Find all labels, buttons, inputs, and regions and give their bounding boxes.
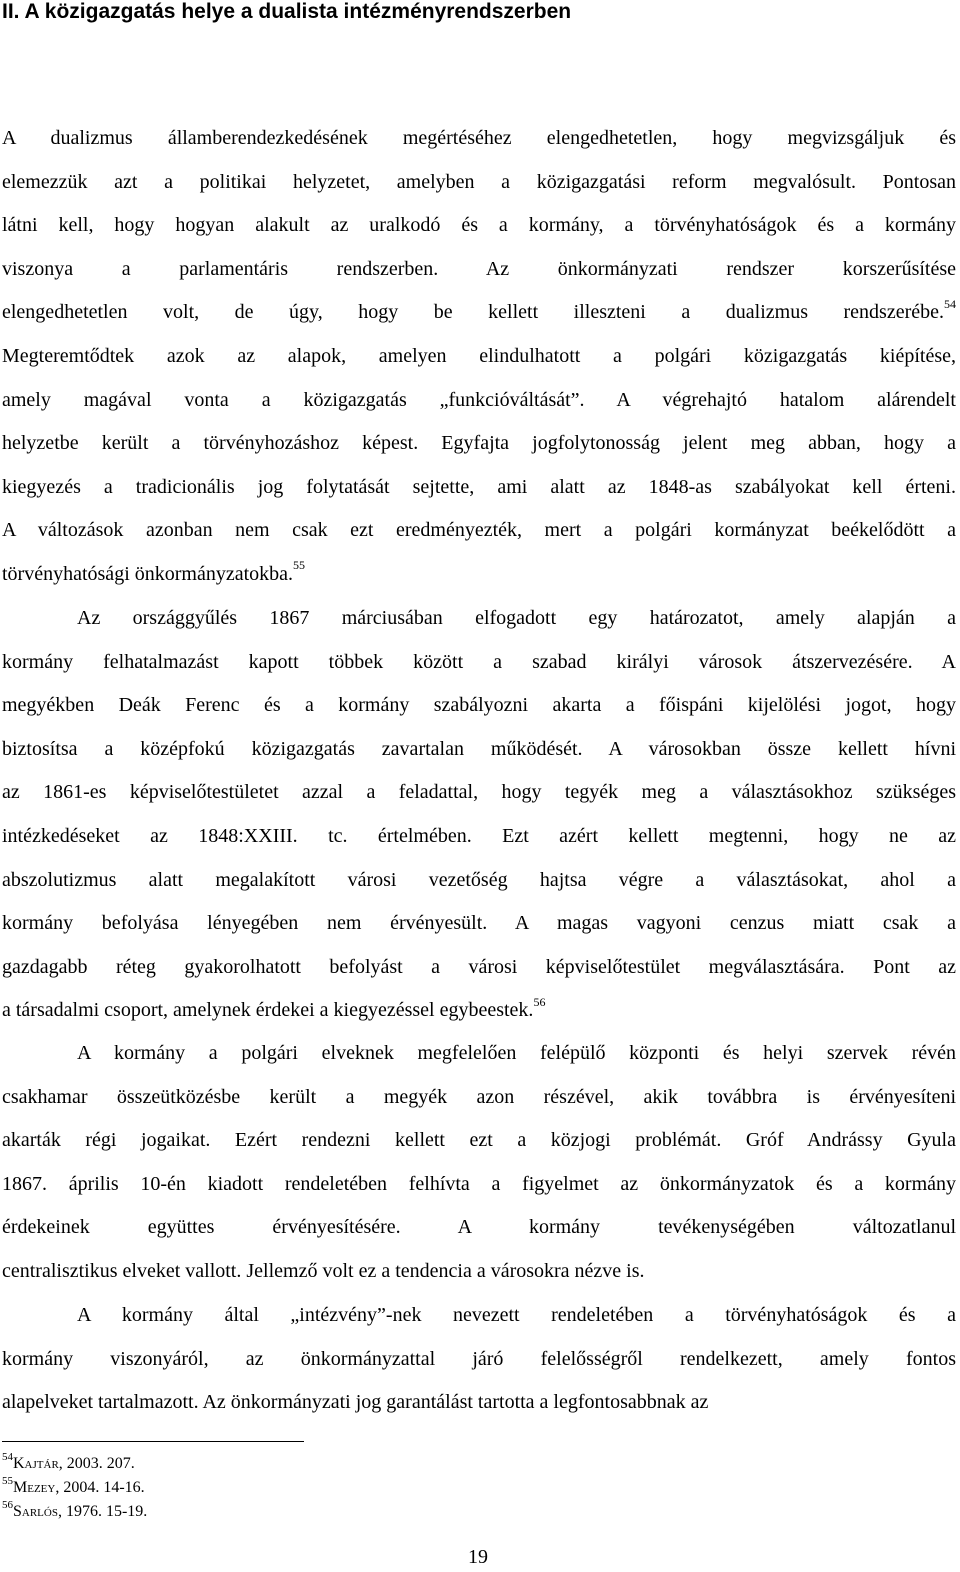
footnote-56: $^{56}$Sarlós, 1976. 15-19. [2,1498,148,1520]
text-line: gazdagabb réteg gyakorolhatott befolyást a városi képviselőtestület megválasztására. Pont az [2,955,956,978]
text-line: intézkedéseket az 1848:XXIII. tc. értelmében. Ezt azért kellett megtenni, hogy ne az [2,824,956,847]
footnote-ref[interactable]: 56 [533,994,546,1009]
footnote-55: $^{55}$Mezey, 2004. 14-16. [2,1474,145,1496]
text-line: A változások azonban nem csak ezt eredményezték, mert a polgári kormányzat beékelődött a [2,519,956,542]
text-line: alapelveket tartalmazott. Az önkormányzati jog garantálást tartotta a legfontosabbnak az [2,1391,709,1414]
paragraph-4 [2,1294,956,1425]
text-line: kormány viszonyáról, az önkormányzattal járó felelősségről rendelkezett, amely fontos [2,1347,956,1370]
text-line: megyékben Deák Ferenc és a kormány szabályozni akarta a főispáni kijelölési jogot, hogy [2,694,956,717]
text-line: törvényhatósági önkormányzatokba.$^{55}$ [2,558,306,585]
paragraph-1 [2,117,956,597]
text-line: csakhamar összeütközésbe került a megyék azon részével, akik továbbra is érvényesíteni [2,1085,956,1108]
text-line: a társadalmi csoport, amelynek érdekei a kiegyezéssel egybeestek.$^{56}$ [2,994,546,1022]
footnote-ref[interactable]: 55 [293,558,306,573]
footnotes [2,1452,147,1524]
footnote-ref[interactable]: 54 [944,296,956,311]
text-line: amely magával vonta a közigazgatás „funkcióváltását”. A végrehajtó hatalom alárendelt [2,388,956,411]
text-line: helyzetbe került a törvényhozáshoz képest. Egyfajta jogfolytonosság jelent meg abban, hogy a [2,432,956,455]
text-line: kiegyezés a tradicionális jog folytatását sejtette, ami alatt az 1848-as szabályokat kell érteni. [2,475,956,498]
text-line: centralisztikus elveket vallott. Jellemző volt ez a tendencia a városokra nézve is. [2,1259,645,1282]
text-line: Az országgyűlés 1867 márciusában elfogadott egy határozatot, amely alapján a [77,607,956,629]
text-line: A kormány által „intézvény”-nek nevezett rendeletében a törvényhatóságok és a [77,1304,956,1326]
text-line: érdekeinek együttes érvényesítésére. A kormány tevékenységében változatlanul [2,1216,956,1239]
text-line: akarták régi jogaikat. Ezért rendezni kellett ezt a közjogi problémát. Gróf Andrássy Gyula [2,1129,956,1152]
text-line: elemezzük azt a politikai helyzetet, amelyben a közigazgatási reform megvalósult. Pontosan [2,170,956,193]
text-line: látni kell, hogy hogyan alakult az uralkodó és a kormány, a törvényhatóságok és a kormány [2,214,956,237]
text-line: kormány befolyása lényegében nem érvényesült. A magas vagyoni cenzus miatt csak a [2,912,956,935]
text-line: kormány felhatalmazást kapott többek között a szabad királyi városok átszervezésére. A [2,650,956,673]
text-line: az 1861-es képviselőtestületet azzal a feladattal, hogy tegyék meg a választásokhoz szükséges [2,781,956,804]
paragraph-2 [2,597,956,1033]
text-line: biztosítsa a középfokú közigazgatás zavartalan működését. A városokban össze kellett hívni [2,737,956,760]
text-line: Megteremtődtek azok az alapok, amelyen elindulhatott a polgári közigazgatás kiépítése, [2,344,956,367]
footnote-54: $^{54}$Kajtár, 2003. 207. [2,1450,135,1472]
page-number: 19 [468,1546,488,1568]
text-line: abszolutizmus alatt megalakított városi vezetőség hajtsa végre a választásokat, ahol a [2,868,956,891]
text-line: viszonya a parlamentáris rendszerben. Az önkormányzati rendszer korszerűsítése [2,257,956,280]
text-line: A dualizmus államberendezkedésének megértéséhez elengedhetetlen, hogy megvizsgáljuk és [2,127,956,149]
paragraph-3 [2,1032,956,1294]
text-line: elengedhetetlen volt, de úgy, hogy be kellett illeszteni a dualizmus rendszerébe.$^{54}$ [2,296,956,324]
text-line: A kormány a polgári elveknek megfelelően felépülő központi és helyi szervek révén [77,1042,956,1064]
section-heading: II. A közigazgatás helye a dualista intézményrendszerben [2,0,572,23]
text-line: 1867. április 10-én kiadott rendeletében felhívta a figyelmet az önkormányzatok és a kormány [2,1172,956,1195]
footnote-separator [2,1441,304,1442]
